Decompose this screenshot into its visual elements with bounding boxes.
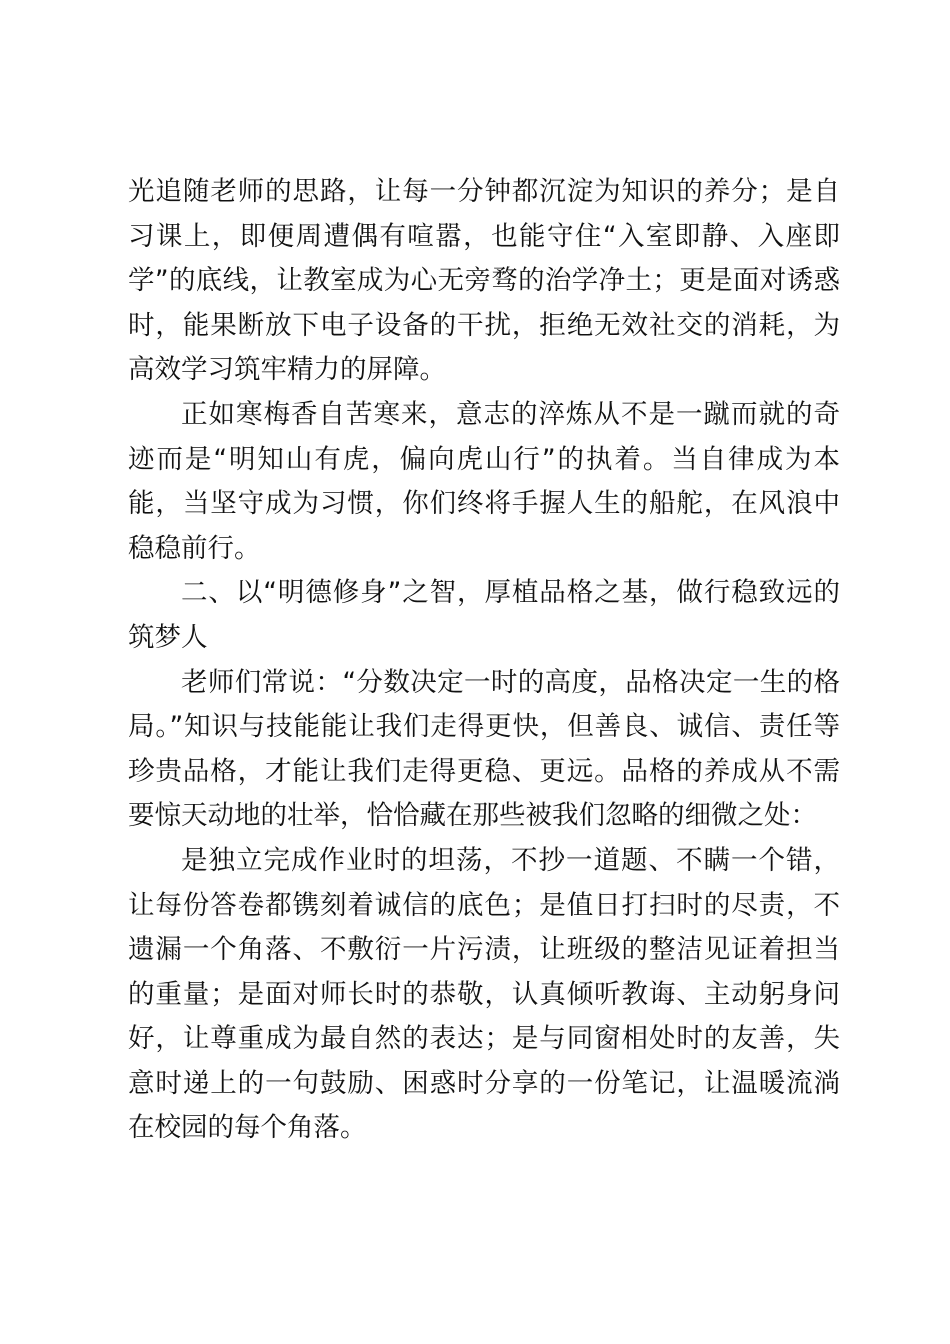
document-body — [128, 170, 840, 1151]
paragraph-examples: 是独立完成作业时的坦荡，不抄一道题、不瞒一个错，让每份答卷都镌刻着诚信的底色；是值日打扫时的尽责，不遗漏一个角落、不敷衍一片污渍，让班级的整洁见证着担当的重量；是面对师长时的恭敬，认真倾听教诲、主动躬身问好，让尊重成为最自然的表达；是与同窗相处时的友善，失意时递上的一句鼓励、困惑时分享的一份笔记，让温暖流淌在校园的每个角落。 — [128, 844, 840, 1144]
paragraph-character: 老师们常说：“分数决定一时的高度，品格决定一生的格局。”知识与技能能让我们走得更快，但善良、诚信、责任等珍贵品格，才能让我们走得更稳、更远。品格的养成从不需要惊天动地的壮举，恰恰藏在那些被我们忽略的细微之处： — [128, 666, 840, 832]
paragraph-continuation: 光追随老师的思路，让每一分钟都沉淀为知识的养分；是自习课上，即便周遭偶有喧嚣，也能守住“入室即静、入座即学”的底线，让教室成为心无旁骛的治学净土；更是面对诱惑时，能果断放下电子设备的干扰，拒绝无效社交的消耗，为高效学习筑牢精力的屏障。 — [128, 176, 840, 386]
paragraph-willpower: 正如寒梅香自苦寒来，意志的淬炼从不是一蹴而就的奇迹而是“明知山有虎，偏向虎山行”的执着。当自律成为本能，当坚守成为习惯，你们终将手握人生的船舵，在风浪中稳稳前行。 — [128, 398, 840, 564]
section-heading-two: 二、以“明德修身”之智，厚植品格之基，做行稳致远的筑梦人 — [128, 577, 840, 653]
